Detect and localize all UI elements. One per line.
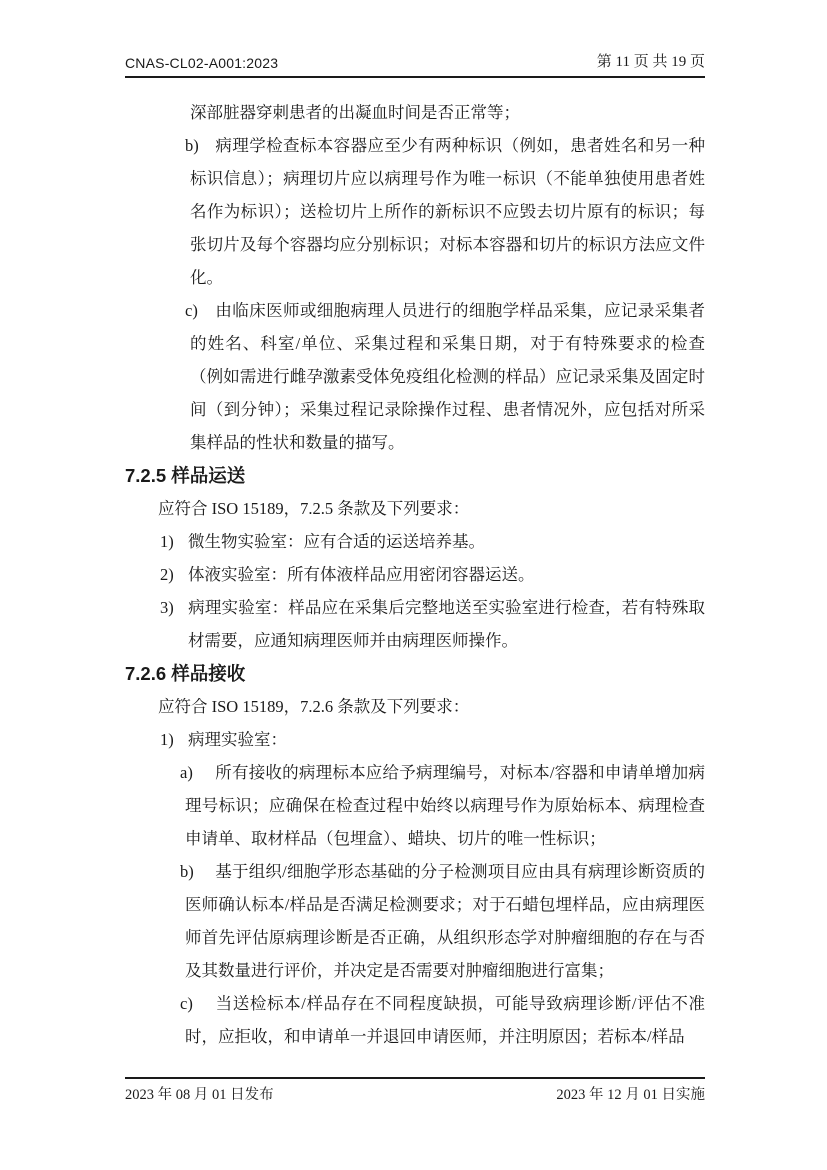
list-item-label: b) [185,136,199,155]
list-item-text: 当送检标本/样品存在不同程度缺损，可能导致病理诊断/评估不准时，应拒收，和申请单一并退回申请医师，并注明原因；若标本/样品 [185,994,705,1046]
list-item-text: 病理学检查标本容器应至少有两种标识（例如，患者姓名和另一种标识信息）；病理切片应以病理号作为唯一标识（不能单独使用患者姓名作为标识）；送检切片上所作的新标识不应毁去切片原有的标识；每张切片及每个容器均应分别标识；对标本容器和切片的标识方法应文件化。 [190,136,705,287]
list-item-label: 3) [160,598,174,617]
list-item-label: a) [180,763,193,782]
list-item-c [125,294,705,459]
section-heading-7-2-6: 7.2.6 样品接收 [125,663,246,684]
paragraph-continuation [125,96,705,129]
list-item-text: 病理实验室：样品应在采集后完整地送至实验室进行检查，若有特殊取材需要，应通知病理医师并由病理医师操作。 [188,598,705,650]
list-item-text: 微生物实验室：应有合适的运送培养基。 [188,532,485,551]
sub-item-b [125,855,705,987]
list-item-text: 病理实验室： [188,730,287,749]
section-intro [125,690,705,723]
list-item-label: c) [185,301,198,320]
list-item-text: 由临床医师或细胞病理人员进行的细胞学样品采集，应记录采集者的姓名、科室/单位、采集过程和采集日期，对于有特殊要求的检查（例如需进行雌孕激素受体免疫组化检测的样品）应记录采集及固定时间（到分钟）；采集过程记录除操作过程、患者情况外，应包括对所采集样品的性状和数量的描写。 [190,301,705,452]
numbered-item-1 [125,723,705,756]
list-item-text: 基于组织/细胞学形态基础的分子检测项目应由具有病理诊断资质的医师确认标本/样品是否满足检测要求；对于石蜡包埋样品，应由病理医师首先评估原病理诊断是否正确，从组织形态学对肿瘤细胞的存在与否及其数量进行评价，并决定是否需要对肿瘤细胞进行富集； [185,862,705,980]
implement-date: 2023 年 12 月 01 日实施 [556,1087,705,1103]
page-footer [125,1084,705,1106]
issue-date: 2023 年 08 月 01 日发布 [125,1087,274,1103]
list-item-label: b) [180,862,194,881]
numbered-item-3 [125,591,705,657]
list-item-text: 体液实验室：所有体液样品应用密闭容器运送。 [188,565,535,584]
list-item-label: 2) [160,565,174,584]
numbered-item-1 [125,525,705,558]
list-item-text: 所有接收的病理标本应给予病理编号，对标本/容器和申请单增加病理号标识；应确保在检查过程中始终以病理号作为原始标本、病理检查申请单、取材样品（包埋盒）、蜡块、切片的唯一性标识； [185,763,705,848]
sub-item-a [125,756,705,855]
section-intro [125,492,705,525]
page-header [125,50,705,78]
paragraph-text: 应符合 ISO 15189，7.2.5 条款及下列要求： [158,499,470,518]
page-number-info: 第 11 页 共 19 页 [596,54,705,70]
list-item-label: c) [180,994,193,1013]
footer-divider [125,1077,705,1079]
paragraph-text: 应符合 ISO 15189，7.2.6 条款及下列要求： [158,697,470,716]
list-item-b [125,129,705,294]
document-code: CNAS-CL02-A001:2023 [125,55,279,71]
section-heading-7-2-5: 7.2.5 样品运送 [125,465,246,486]
list-item-label: 1) [160,730,174,749]
paragraph-text: 深部脏器穿刺患者的出凝血时间是否正常等； [190,103,520,122]
sub-item-c [125,987,705,1053]
document-body [125,96,705,1053]
list-item-label: 1) [160,532,174,551]
numbered-item-2 [125,558,705,591]
